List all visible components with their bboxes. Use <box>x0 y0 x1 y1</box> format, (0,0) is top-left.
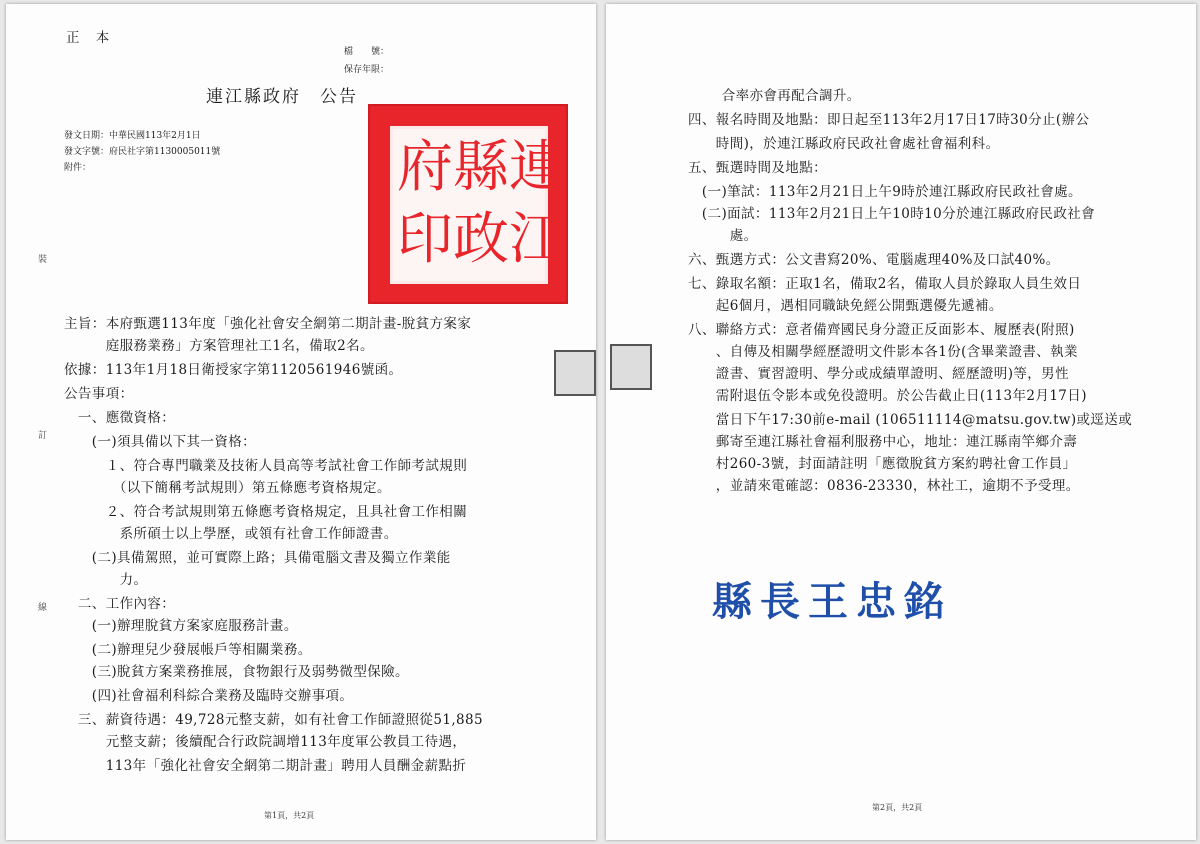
body-line: 元整支薪；後續配合行政院調增113年度軍公教員工待遇， <box>64 734 467 750</box>
body-line: ，並請來電確認：0836-23330，林社工，逾期不予受理。 <box>688 478 1080 494</box>
issue-date: 發文日期：中華民國113年2月1日 <box>64 131 201 141</box>
body-line: (二)具備駕照，並可實際上路；具備電腦文書及獨立作業能 <box>64 550 451 566</box>
document-page-2 <box>606 4 1196 840</box>
body-line: 113年「強化社會安全網第二期計畫」聘用人員酬金薪點折 <box>64 758 467 774</box>
document-page-1 <box>6 4 596 840</box>
body-line: 起6個月，遇相同職缺免經公開甄選優先遞補。 <box>688 298 1003 314</box>
body-line: 七、錄取名額：正取1名，備取2名，備取人員於錄取人員生效日 <box>688 276 1082 292</box>
seal-char: 連 <box>509 135 565 200</box>
body-line: 處。 <box>688 228 758 244</box>
signature-bleed-through <box>206 574 229 616</box>
binding-mark: 裝 <box>38 255 48 265</box>
body-line: 力。 <box>64 572 148 588</box>
document-title: 連江縣政府 公告 <box>206 87 358 107</box>
body-line: 村260-3號，封面請註明「應徵脫貧方案約聘社會工作員」 <box>688 456 1077 472</box>
seam-stamp <box>554 350 596 396</box>
body-line: 主旨：本府甄選113年度「強化社會安全網第二期計畫-脫貧方案家 <box>64 316 472 332</box>
body-line: 證書、實習證明、學分或成績單證明、經歷證明)等，男性 <box>688 366 1069 382</box>
retention-period-label: 保存年限： <box>344 65 390 75</box>
original-copy-tag: 正 本 <box>66 30 116 46</box>
body-line: 庭服務業務」方案管理社工1名，備取2名。 <box>64 338 374 354</box>
body-line: (四)社會福利科綜合業務及臨時交辦事項。 <box>64 688 354 704</box>
body-line: 一、應徵資格： <box>64 410 176 426</box>
body-line: 當日下午17:30前e-mail (106511114@matsu.gov.tw)或逕送或 <box>688 412 1133 428</box>
binding-mark: 線 <box>38 603 48 613</box>
body-line: （以下簡稱考試規則）第五條應考資格規定。 <box>64 480 391 496</box>
body-line: (一)辦理脫貧方案家庭服務計畫。 <box>64 618 298 634</box>
body-line: 五、甄選時間及地點： <box>688 160 827 176</box>
seam-stamp <box>610 344 652 390</box>
body-line: 合率亦會再配合調升。 <box>680 88 861 104</box>
body-line: (二)面試：113年2月21日上午10時10分於連江縣政府民政社會 <box>688 206 1096 222</box>
body-line: (一)須具備以下其一資格： <box>64 434 257 450</box>
page-footer: 第1頁，共2頁 <box>264 811 315 820</box>
body-line: ２、符合考試規則第五條應考資格規定，且具社會工作相關 <box>64 504 468 520</box>
body-line: 系所碩士以上學歷，或領有社會工作師證書。 <box>64 526 398 542</box>
issue-number: 發文字號：府民社字第1130005011號 <box>64 147 221 157</box>
seal-char: 政 <box>453 207 509 272</box>
mayor-signature: 縣長王忠銘 <box>712 578 952 625</box>
file-number-label: 檔 號： <box>344 47 390 57</box>
body-line: 、自傳及相關學經歷證明文件影本各1份(含畢業證書、執業 <box>688 344 1078 360</box>
body-line: 六、甄選方式：公文書寫20%、電腦處理40%及口試40%。 <box>688 252 1060 268</box>
body-line: 郵寄至連江縣社會福利服務中心，地址：連江縣南竿鄉介壽 <box>688 434 1078 450</box>
binding-mark: 訂 <box>38 431 48 441</box>
seal-char: 縣 <box>453 135 509 200</box>
official-seal <box>368 104 568 304</box>
body-line: 需附退伍令影本或免役證明。於公告截止日(113年2月17日) <box>688 388 1087 404</box>
body-line: １、符合專門職業及技術人員高等考試社會工作師考試規則 <box>64 458 468 474</box>
body-line: 八、聯絡方式：意者備齊國民身分證正反面影本、履歷表(附照) <box>688 322 1075 338</box>
body-line: (三)脫貧方案業務推展，食物銀行及弱勢微型保險。 <box>64 664 409 680</box>
body-line: 依據：113年1月18日衛授家字第1120561946號函。 <box>64 362 403 378</box>
body-line: 時間)，於連江縣政府民政社會處社會福利科。 <box>688 136 1000 152</box>
body-line: 四、報名時間及地點：即日起至113年2月17日17時30分止(辦公 <box>688 112 1090 128</box>
attachment-label: 附件： <box>64 163 92 173</box>
seal-char: 府 <box>397 135 453 200</box>
body-line: (二)辦理兒少發展帳戶等相關業務。 <box>64 642 312 658</box>
body-line: 二、工作內容： <box>64 596 176 612</box>
seal-char: 江 <box>509 207 565 272</box>
body-line: 公告事項： <box>64 386 134 402</box>
page-footer: 第2頁，共2頁 <box>872 803 923 812</box>
body-line: 三、薪資待遇：49,728元整支薪，如有社會工作師證照從51,885 <box>64 712 483 728</box>
seal-char: 印 <box>397 207 453 272</box>
body-line: (一)筆試：113年2月21日上午9時於連江縣政府民政社會處。 <box>688 184 1082 200</box>
